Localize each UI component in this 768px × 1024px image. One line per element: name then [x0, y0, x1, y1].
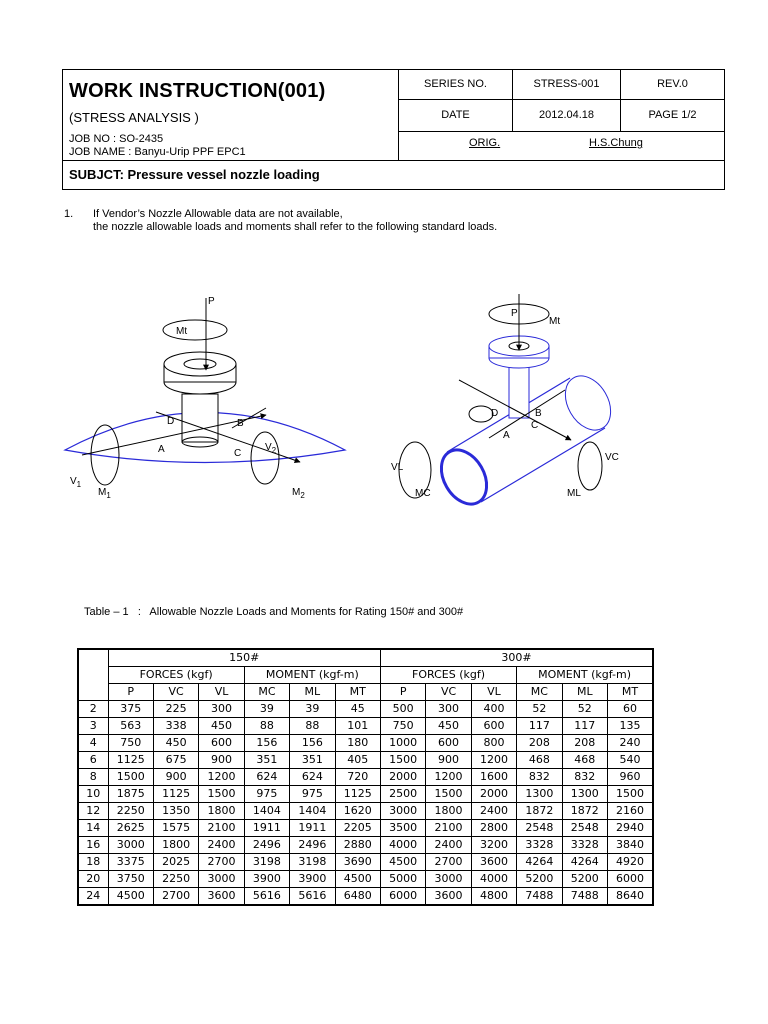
- table-cell: 6000: [380, 888, 425, 906]
- table-cell: 3200: [471, 837, 516, 854]
- table-cell: 3000: [380, 803, 425, 820]
- table-cell: 1125: [335, 786, 380, 803]
- table-cell: 1200: [199, 769, 244, 786]
- table-cell: 1800: [153, 837, 198, 854]
- fig-right-label-c: C: [531, 420, 539, 431]
- table-cell: 5616: [244, 888, 289, 906]
- table-cell-size: 20: [78, 871, 108, 888]
- table-cell: 2940: [607, 820, 653, 837]
- table-cell: 208: [517, 735, 562, 752]
- header-title-block: [63, 70, 399, 160]
- table-cell: 468: [562, 752, 607, 769]
- fig-left-label-v1: $V_1$: [70, 476, 82, 489]
- table-cell: 39: [244, 701, 289, 718]
- table-cell: 450: [199, 718, 244, 735]
- table-cell: 800: [471, 735, 516, 752]
- table-cell: 3000: [199, 871, 244, 888]
- table-cell: 2800: [471, 820, 516, 837]
- table-cell: 88: [290, 718, 335, 735]
- table-cell-size: 16: [78, 837, 108, 854]
- fig-right-label-ml: ML: [567, 488, 581, 499]
- table-cell: 3000: [426, 871, 471, 888]
- table-cell-size: 6: [78, 752, 108, 769]
- table-cell: 6000: [607, 871, 653, 888]
- table-cell: 3198: [244, 854, 289, 871]
- table-cell: 117: [517, 718, 562, 735]
- table-cell: 52: [562, 701, 607, 718]
- fig-left-label-a: A: [158, 444, 165, 455]
- table-cell: 2500: [380, 786, 425, 803]
- note-line-2: the nozzle allowable loads and moments shall refer to the following standard loads.: [93, 221, 498, 233]
- table-cell: 88: [244, 718, 289, 735]
- table-cell: 1872: [562, 803, 607, 820]
- table-header-size: [78, 649, 108, 701]
- table-cell: 3900: [290, 871, 335, 888]
- table-cell-size: 4: [78, 735, 108, 752]
- date-label: DATE: [399, 100, 512, 132]
- table-row: [78, 803, 653, 820]
- table-cell: 135: [607, 718, 653, 735]
- table-cell: 4800: [471, 888, 516, 906]
- table-cell: 1300: [562, 786, 607, 803]
- table-col-header: ML: [562, 684, 607, 701]
- table-cell-size: 10: [78, 786, 108, 803]
- table-cell: 975: [290, 786, 335, 803]
- table-cell: 351: [290, 752, 335, 769]
- table-cell: 4500: [335, 871, 380, 888]
- table-cell: 2700: [199, 854, 244, 871]
- table-cell: 675: [153, 752, 198, 769]
- table-cell-size: 14: [78, 820, 108, 837]
- table-cell: 3840: [607, 837, 653, 854]
- table-cell: 624: [244, 769, 289, 786]
- table-cell: 3198: [290, 854, 335, 871]
- table-cell: 2400: [426, 837, 471, 854]
- table-cell: 750: [108, 735, 153, 752]
- table-cell: 1500: [199, 786, 244, 803]
- table-cell: 300: [426, 701, 471, 718]
- table-col-header: MC: [244, 684, 289, 701]
- fig-right-label-mc: MC: [415, 488, 431, 499]
- table-cell: 2400: [199, 837, 244, 854]
- table-col-header: MC: [517, 684, 562, 701]
- fig-right-label-mt: Mt: [549, 316, 561, 327]
- table-cell: 1125: [108, 752, 153, 769]
- table-cell: 900: [199, 752, 244, 769]
- table-cell: 3328: [517, 837, 562, 854]
- table-row: [78, 701, 653, 718]
- table-cell: 1404: [244, 803, 289, 820]
- fig-left-label-c: C: [234, 448, 242, 459]
- table-cell: 624: [290, 769, 335, 786]
- fig-left-label-b: B: [237, 418, 244, 429]
- table-cell: 1300: [517, 786, 562, 803]
- table-cell: 7488: [517, 888, 562, 906]
- table-cell: 5000: [380, 871, 425, 888]
- table-row: [78, 769, 653, 786]
- table-cell: 540: [607, 752, 653, 769]
- table-cell: 1872: [517, 803, 562, 820]
- table-col-header: ML: [290, 684, 335, 701]
- orig-value: H.S.Chung: [589, 137, 643, 149]
- table-cell: 900: [153, 769, 198, 786]
- table-cell: 4264: [517, 854, 562, 871]
- table-cell: 2548: [562, 820, 607, 837]
- table-cell-size: 2: [78, 701, 108, 718]
- table-cell: 500: [380, 701, 425, 718]
- table-cell: 1800: [199, 803, 244, 820]
- table-cell: 2160: [607, 803, 653, 820]
- table-col-header: MT: [607, 684, 653, 701]
- table-cell: 117: [562, 718, 607, 735]
- page-number: PAGE 1/2: [620, 100, 724, 132]
- table-col-header: VL: [199, 684, 244, 701]
- table-cell: 4500: [380, 854, 425, 871]
- table-cell: 225: [153, 701, 198, 718]
- table-cell: 4920: [607, 854, 653, 871]
- originator-row: [399, 132, 724, 160]
- table-header-moment-300: MOMENT (kgf-m): [517, 667, 653, 684]
- table-cell: 1500: [108, 769, 153, 786]
- fig-left-label-m1: $M_1$: [98, 487, 111, 500]
- table-cell: 2025: [153, 854, 198, 871]
- note-line-1: If Vendor’s Nozzle Allowable data are not available,: [93, 208, 343, 220]
- table-cell: 563: [108, 718, 153, 735]
- table-cell: 2400: [471, 803, 516, 820]
- table-row: [78, 854, 653, 871]
- fig-left-label-d: D: [167, 416, 175, 427]
- fig-right-label-vl: VL: [391, 462, 404, 473]
- table-cell: 1500: [380, 752, 425, 769]
- table-cell: 450: [153, 735, 198, 752]
- table-header-moment-150: MOMENT (kgf-m): [244, 667, 380, 684]
- table-cell: 2700: [426, 854, 471, 871]
- table-header-rating: [78, 649, 653, 667]
- table-cell: 600: [199, 735, 244, 752]
- table-cell: 1911: [244, 820, 289, 837]
- table-cell: 4264: [562, 854, 607, 871]
- table-col-header: VL: [471, 684, 516, 701]
- table-cell: 450: [426, 718, 471, 735]
- table-cell: 2496: [244, 837, 289, 854]
- table-cell: 600: [426, 735, 471, 752]
- table-cell: 960: [607, 769, 653, 786]
- table-header-group: [78, 667, 653, 684]
- fig-left-label-mt: Mt: [176, 326, 188, 337]
- table-header-forces-150: FORCES (kgf): [108, 667, 244, 684]
- table-cell: 1875: [108, 786, 153, 803]
- table-cell: 1500: [426, 786, 471, 803]
- table-header-columns: [78, 684, 653, 701]
- table-caption: Table – 1 : Allowable Nozzle Loads and Moments for Rating 150# and 300#: [84, 606, 464, 618]
- table-header-rating-300: 300#: [380, 649, 653, 667]
- table-cell-size: 3: [78, 718, 108, 735]
- table-row: [78, 735, 653, 752]
- table-row: [78, 871, 653, 888]
- table-cell: 8640: [607, 888, 653, 906]
- figure-vessel-head-nozzle: [60, 290, 360, 510]
- table-cell: 2880: [335, 837, 380, 854]
- table-cell-size: 8: [78, 769, 108, 786]
- table-cell-size: 24: [78, 888, 108, 906]
- table-cell: 375: [108, 701, 153, 718]
- table-cell: 351: [244, 752, 289, 769]
- table-cell: 2000: [471, 786, 516, 803]
- table-cell: 300: [199, 701, 244, 718]
- table-cell: 5616: [290, 888, 335, 906]
- table-cell: 3500: [380, 820, 425, 837]
- subject-row: [63, 160, 724, 189]
- table-cell: 1575: [153, 820, 198, 837]
- table-row: [78, 888, 653, 906]
- table-cell: 3328: [562, 837, 607, 854]
- date-value: 2012.04.18: [512, 100, 620, 132]
- table-cell: 156: [244, 735, 289, 752]
- table-cell: 3600: [471, 854, 516, 871]
- table-cell: 4000: [380, 837, 425, 854]
- table-cell: 400: [471, 701, 516, 718]
- table-cell: 4000: [471, 871, 516, 888]
- table-cell: 2700: [153, 888, 198, 906]
- table-cell: 468: [517, 752, 562, 769]
- table-col-header: VC: [153, 684, 198, 701]
- series-label: SERIES NO.: [399, 70, 512, 100]
- table-cell: 2250: [108, 803, 153, 820]
- table-cell: 1000: [380, 735, 425, 752]
- table-cell: 975: [244, 786, 289, 803]
- header-meta-block: [399, 70, 724, 160]
- table-cell: 3600: [426, 888, 471, 906]
- fig-left-label-m2: $M_2$: [292, 487, 305, 500]
- table-cell: 180: [335, 735, 380, 752]
- table-cell: 720: [335, 769, 380, 786]
- table-cell: 1600: [471, 769, 516, 786]
- revision: REV.0: [620, 70, 724, 100]
- table-row: [78, 752, 653, 769]
- table-cell: 1200: [426, 769, 471, 786]
- table-cell: 240: [607, 735, 653, 752]
- table-row: [78, 837, 653, 854]
- table-cell: 1500: [607, 786, 653, 803]
- table-cell: 338: [153, 718, 198, 735]
- table-row: [78, 718, 653, 735]
- table-cell: 52: [517, 701, 562, 718]
- fig-left-label-v2: $V_2$: [265, 442, 277, 455]
- table-cell: 2496: [290, 837, 335, 854]
- series-value: STRESS-001: [512, 70, 620, 100]
- orig-label: ORIG.: [469, 137, 501, 149]
- table-cell: 2100: [426, 820, 471, 837]
- table-col-header: P: [380, 684, 425, 701]
- table-cell: 5200: [517, 871, 562, 888]
- nozzle-loads-table: [77, 648, 654, 906]
- document-subtitle: (STRESS ANALYSIS ): [69, 110, 199, 125]
- note-number: 1.: [64, 208, 74, 220]
- document-title: WORK INSTRUCTION(001): [69, 80, 326, 102]
- table-cell: 2250: [153, 871, 198, 888]
- table-cell: 60: [607, 701, 653, 718]
- table-cell: 1404: [290, 803, 335, 820]
- table-cell: 7488: [562, 888, 607, 906]
- figure-pipe-nozzle: [385, 290, 635, 510]
- fig-right-label-p: P: [511, 308, 518, 319]
- table-cell: 1800: [426, 803, 471, 820]
- table-cell: 2625: [108, 820, 153, 837]
- document-header: [62, 69, 725, 190]
- table-col-header: MT: [335, 684, 380, 701]
- table-cell: 832: [562, 769, 607, 786]
- job-name: JOB NAME : Banyu-Urip PPF EPC1: [69, 146, 246, 158]
- table-cell: 208: [562, 735, 607, 752]
- table-row: [78, 820, 653, 837]
- table-cell: 2205: [335, 820, 380, 837]
- table-cell: 5200: [562, 871, 607, 888]
- table-cell: 3600: [199, 888, 244, 906]
- fig-left-label-p: P: [208, 296, 215, 307]
- fig-right-label-d: D: [491, 408, 499, 419]
- table-cell: 2100: [199, 820, 244, 837]
- table-row: [78, 786, 653, 803]
- table-cell: 3750: [108, 871, 153, 888]
- table-cell: 6480: [335, 888, 380, 906]
- job-number: JOB NO : SO-2435: [69, 133, 164, 145]
- table-cell: 156: [290, 735, 335, 752]
- table-cell: 101: [335, 718, 380, 735]
- table-col-header: P: [108, 684, 153, 701]
- table-cell: 39: [290, 701, 335, 718]
- table-cell: 832: [517, 769, 562, 786]
- table-cell: 2000: [380, 769, 425, 786]
- table-cell: 3375: [108, 854, 153, 871]
- table-cell: 1200: [471, 752, 516, 769]
- fig-right-label-vc: VC: [605, 452, 619, 463]
- table-cell: 4500: [108, 888, 153, 906]
- table-cell: 600: [471, 718, 516, 735]
- table-cell-size: 18: [78, 854, 108, 871]
- table-cell: 2548: [517, 820, 562, 837]
- table-cell: 3900: [244, 871, 289, 888]
- table-cell: 1620: [335, 803, 380, 820]
- table-cell: 750: [380, 718, 425, 735]
- table-cell: 45: [335, 701, 380, 718]
- fig-right-label-b: B: [535, 408, 542, 419]
- table-cell: 900: [426, 752, 471, 769]
- table-header-forces-300: FORCES (kgf): [380, 667, 516, 684]
- fig-right-label-a: A: [503, 430, 510, 441]
- table-header-rating-150: 150#: [108, 649, 380, 667]
- table-cell: 1350: [153, 803, 198, 820]
- table-cell: 3690: [335, 854, 380, 871]
- table-cell: 1911: [290, 820, 335, 837]
- table-cell: 405: [335, 752, 380, 769]
- table-cell: 3000: [108, 837, 153, 854]
- table-cell: 1125: [153, 786, 198, 803]
- subject-text: SUBJCT: Pressure vessel nozzle loading: [69, 167, 320, 182]
- table-cell-size: 12: [78, 803, 108, 820]
- table-col-header: VC: [426, 684, 471, 701]
